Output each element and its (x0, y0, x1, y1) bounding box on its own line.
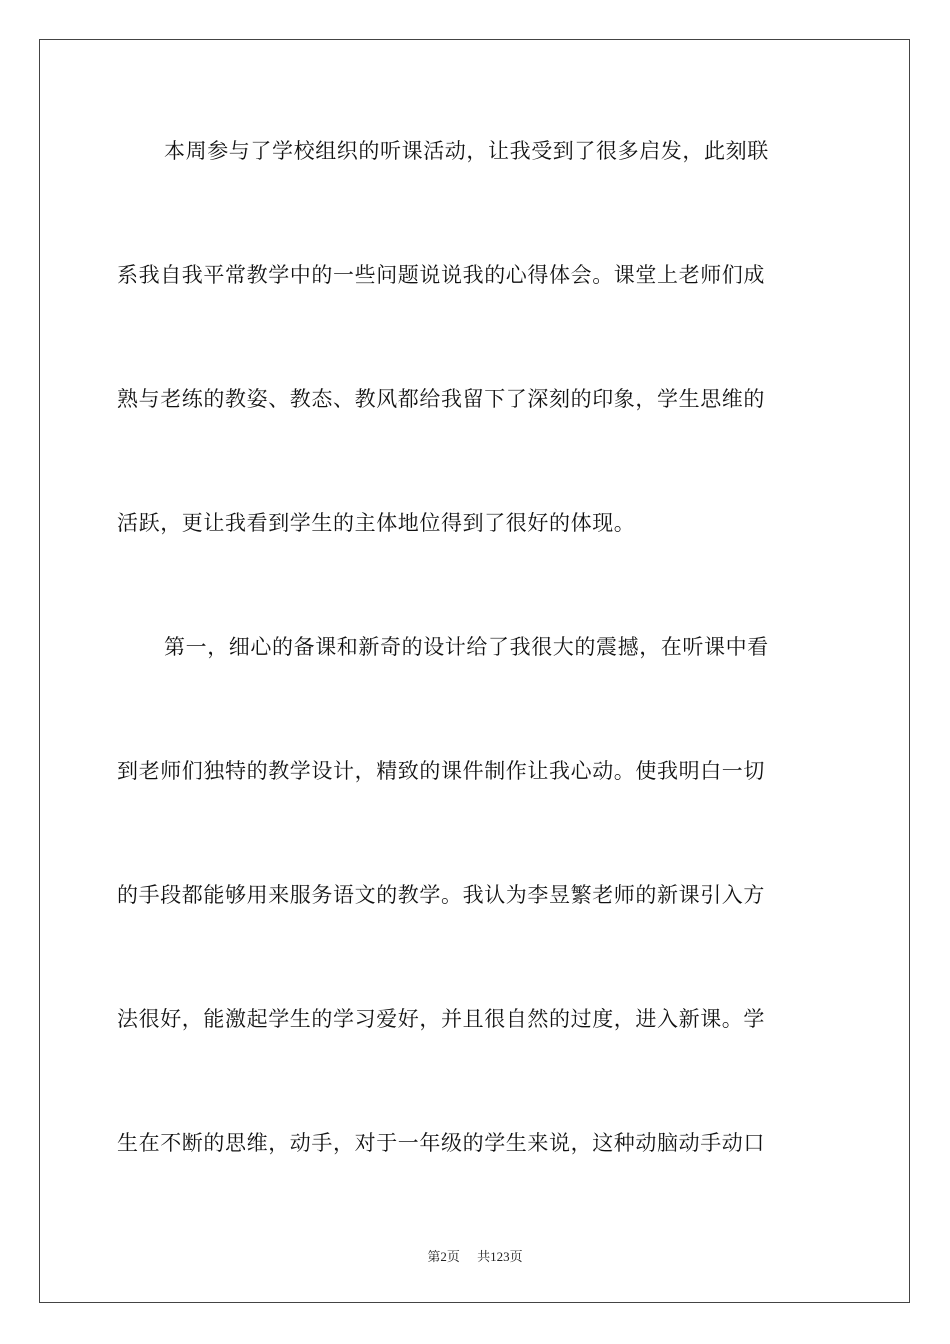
page-border (39, 39, 910, 1303)
paragraph-line: 到老师们独特的教学设计，精致的课件制作让我心动。使我明白一切 (117, 759, 765, 783)
paragraph-line: 活跃，更让我看到学生的主体地位得到了很好的体现。 (117, 511, 636, 535)
page-footer (0, 1247, 950, 1267)
total-pages: 共123页 (477, 1249, 523, 1264)
paragraph-line: 本周参与了学校组织的听课活动，让我受到了很多启发，此刻联 (164, 139, 769, 163)
paragraph-line: 的手段都能够用来服务语文的教学。我认为李昱繁老师的新课引入方 (117, 883, 765, 907)
paragraph-line: 第一，细心的备课和新奇的设计给了我很大的震撼，在听课中看 (164, 635, 769, 659)
paragraph-line: 熟与老练的教姿、教态、教风都给我留下了深刻的印象，学生思维的 (117, 387, 765, 411)
paragraph-line: 法很好，能激起学生的学习爱好，并且很自然的过度，进入新课。学 (117, 1007, 765, 1031)
paragraph-line: 系我自我平常教学中的一些问题说说我的心得体会。课堂上老师们成 (117, 263, 765, 287)
paragraph-line: 生在不断的思维，动手，对于一年级的学生来说，这种动脑动手动口 (117, 1131, 765, 1155)
page-number: 第2页 (427, 1249, 460, 1264)
